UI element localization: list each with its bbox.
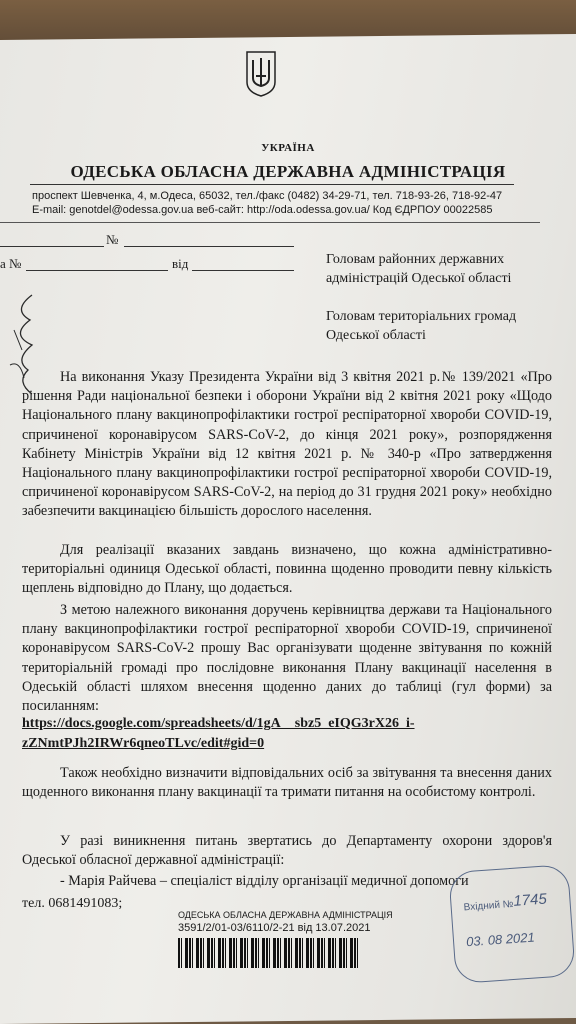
recipient-1-line2: адміністрацій Одеської області [326,271,512,286]
spreadsheet-link-line1[interactable]: https://docs.google.com/spreadsheets/d/1gA__sbz5_eIQG3rX26_i- [22,716,415,731]
header-bottom-rule [0,222,540,223]
ref-label: а № [0,256,22,271]
address-line: проспект Шевченка, 4, м.Одеса, 65032, тел./факс (0482) 34-29-71, тел. 718-93-26, 718-92-47 [32,190,503,202]
registration-number: 3591/2/01-03/6110/2-21 від 13.07.2021 [178,922,371,934]
paragraph-tasks: Для реалізації вказаних завдань визначено, що кожна адміністративно-територіальні одиниця Одеської області, повинна щоденно проводити певну кількість щеплень відповідно до Плану, що додається. [22,542,552,597]
paragraph-decree: На виконання Указу Президента України від 3 квітня 2021 р.№ 139/2021 «Про рішення Ради національної безпеки і оборони України від 2 квітня 2021 року «Щодо Національного плану вакцинопрофілактики гострої респіраторної хвороби COVID-19, спричиненої коронавірусом SARS-CoV-2, до кінця 2021 року», розпорядження Кабінету Міністрів України від 12 квітня 2021 р. № 340-р «Про затвердження Національного плану вакцинопрофілактики гострої респіраторної хвороби COVID-19, спричиненої коронавірусом SARS-CoV-2, на період до 31 грудня 2021 року» необхідно забезпечити вакцинацією більшість дорослого населення. [22,369,552,520]
header-divider [30,184,514,185]
stamp-number: 1745 [512,890,548,910]
stamp-label: Вхідний № [463,898,514,914]
number-sign: № [106,232,119,247]
contact-phone: тел. 0681491083; [22,896,123,911]
contact-line: E-mail: genotdel@odessa.gov.ua веб-сайт: http://oda.odessa.gov.ua/ Код ЄДРПОУ 00022585 [32,204,493,216]
number-line [124,246,294,247]
barcode [178,938,358,968]
paragraph-contact: У разі виникнення питань звертатись до Департаменту охорони здоров'я Одеської обласної державної адміністрації: [22,833,552,869]
registration-org: ОДЕСЬКА ОБЛАСНА ДЕРЖАВНА АДМІНІСТРАЦІЯ [178,910,393,920]
recipient-2-line1: Головам територіальних громад [326,309,517,324]
date-line [0,246,104,247]
ref-line [26,270,168,271]
from-line [192,270,294,271]
spreadsheet-link-line2[interactable]: zZNmtPJh2IRWr6qneoTLvc/edit#gid=0 [22,736,265,751]
from-label: від [172,256,189,271]
trident-emblem-icon [244,48,278,98]
stamp-date: 03. 08 2021 [465,929,536,950]
organization-name: ОДЕСЬКА ОБЛАСНА ДЕРЖАВНА АДМІНІСТРАЦІЯ [70,162,506,181]
paragraph-request: З метою належного виконання доручень керівництва держави та Національного плану вакцинопрофілактики гострої респіраторної хвороби COVID-19, спричиненої коронавірусом SARS-CoV-2 прошу Вас організувати щоденне звітування по кожній територіальній громаді про послідовне виконання Плану вакцинації населення в Одеській області шляхом внесення щоденно даних до таблиці (гул форми) за посиланням: [22,602,552,715]
paragraph-responsible: Також необхідно визначити відповідальних осіб за звітування та внесення даних щоденного виконання плану вакцинації та тримати питання на особистому контролі. [22,765,552,801]
incoming-stamp [448,864,576,984]
country-name: УКРАЇНА [261,142,315,154]
recipient-1-line1: Головам районних державних [326,252,505,267]
recipient-2-line2: Одеської області [326,328,426,343]
contact-person: - Марія Райчева – спеціаліст відділу організації медичної допомоги [60,873,469,889]
